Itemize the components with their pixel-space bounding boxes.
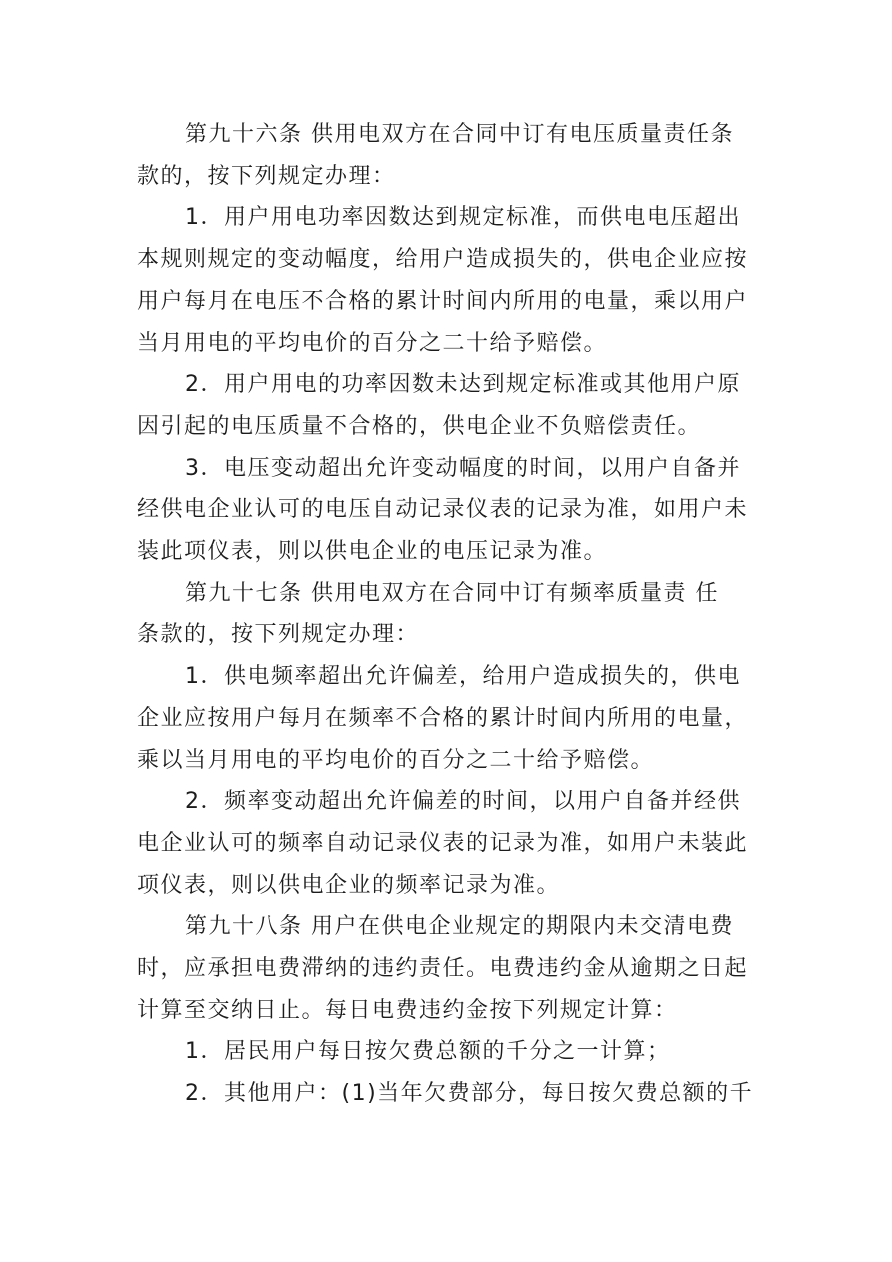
text-line: 2．用户用电的功率因数未达到规定标准或其他用户原	[185, 372, 741, 398]
text-line: 当月用电的平均电价的百分之二十给予赔偿。	[137, 330, 608, 356]
paragraph-article-97	[137, 573, 761, 656]
text-line: 款的，按下列规定办理：	[137, 163, 396, 189]
paragraph-96-item-3	[137, 448, 761, 573]
paragraph-98-item-2	[137, 1073, 761, 1115]
paragraph-97-item-1	[137, 656, 761, 781]
text-line: 3．电压变动超出允许变动幅度的时间，以用户自备并	[185, 455, 741, 481]
paragraph-96-item-1	[137, 197, 761, 364]
text-line: 2．频率变动超出允许偏差的时间，以用户自备并经供	[185, 789, 741, 815]
text-line: 经供电企业认可的电压自动记录仪表的记录为准，如用户未	[137, 497, 749, 523]
text-line: 第九十六条 供用电双方在合同中订有电压质量责任条	[185, 122, 734, 147]
text-line: 第九十七条 供用电双方在合同中订有频率质量责 任	[185, 580, 719, 606]
document-body	[137, 114, 761, 1115]
text-line: 计算至交纳日止。每日电费违约金按下列规定计算：	[137, 997, 678, 1023]
paragraph-96-item-2	[137, 364, 761, 447]
text-line: 2．其他用户：(1)当年欠费部分，每日按欠费总额的千	[185, 1081, 754, 1107]
paragraph-article-96	[137, 114, 761, 197]
paragraph-98-item-1	[137, 1031, 761, 1073]
text-line: 乘以当月用电的平均电价的百分之二十给予赔偿。	[137, 747, 655, 773]
text-line: 条款的，按下列规定办理：	[137, 622, 420, 648]
text-line: 1．居民用户每日按欠费总额的千分之一计算；	[185, 1039, 671, 1065]
text-line: 本规则规定的变动幅度，给用户造成损失的，供电企业应按	[137, 247, 749, 273]
text-line: 1．用户用电功率因数达到规定标准，而供电电压超出	[185, 205, 741, 231]
text-line: 用户每月在电压不合格的累计时间内所用的电量，乘以用户	[137, 288, 749, 314]
text-line: 1．供电频率超出允许偏差，给用户造成损失的，供电	[185, 664, 741, 690]
text-line: 因引起的电压质量不合格的，供电企业不负赔偿责任。	[137, 413, 702, 439]
text-line: 电企业认可的频率自动记录仪表的记录为准，如用户未装此	[137, 830, 749, 856]
text-line: 项仪表，则以供电企业的频率记录为准。	[137, 872, 561, 898]
text-line: 时，应承担电费滞纳的违约责任。电费违约金从逾期之日起	[137, 956, 749, 982]
text-line: 企业应按用户每月在频率不合格的累计时间内所用的电量，	[137, 705, 749, 731]
text-line: 装此项仪表，则以供电企业的电压记录为准。	[137, 539, 608, 565]
paragraph-article-98	[137, 906, 761, 1031]
text-line: 第九十八条 用户在供电企业规定的期限内未交清电费	[185, 914, 734, 940]
paragraph-97-item-2	[137, 781, 761, 906]
